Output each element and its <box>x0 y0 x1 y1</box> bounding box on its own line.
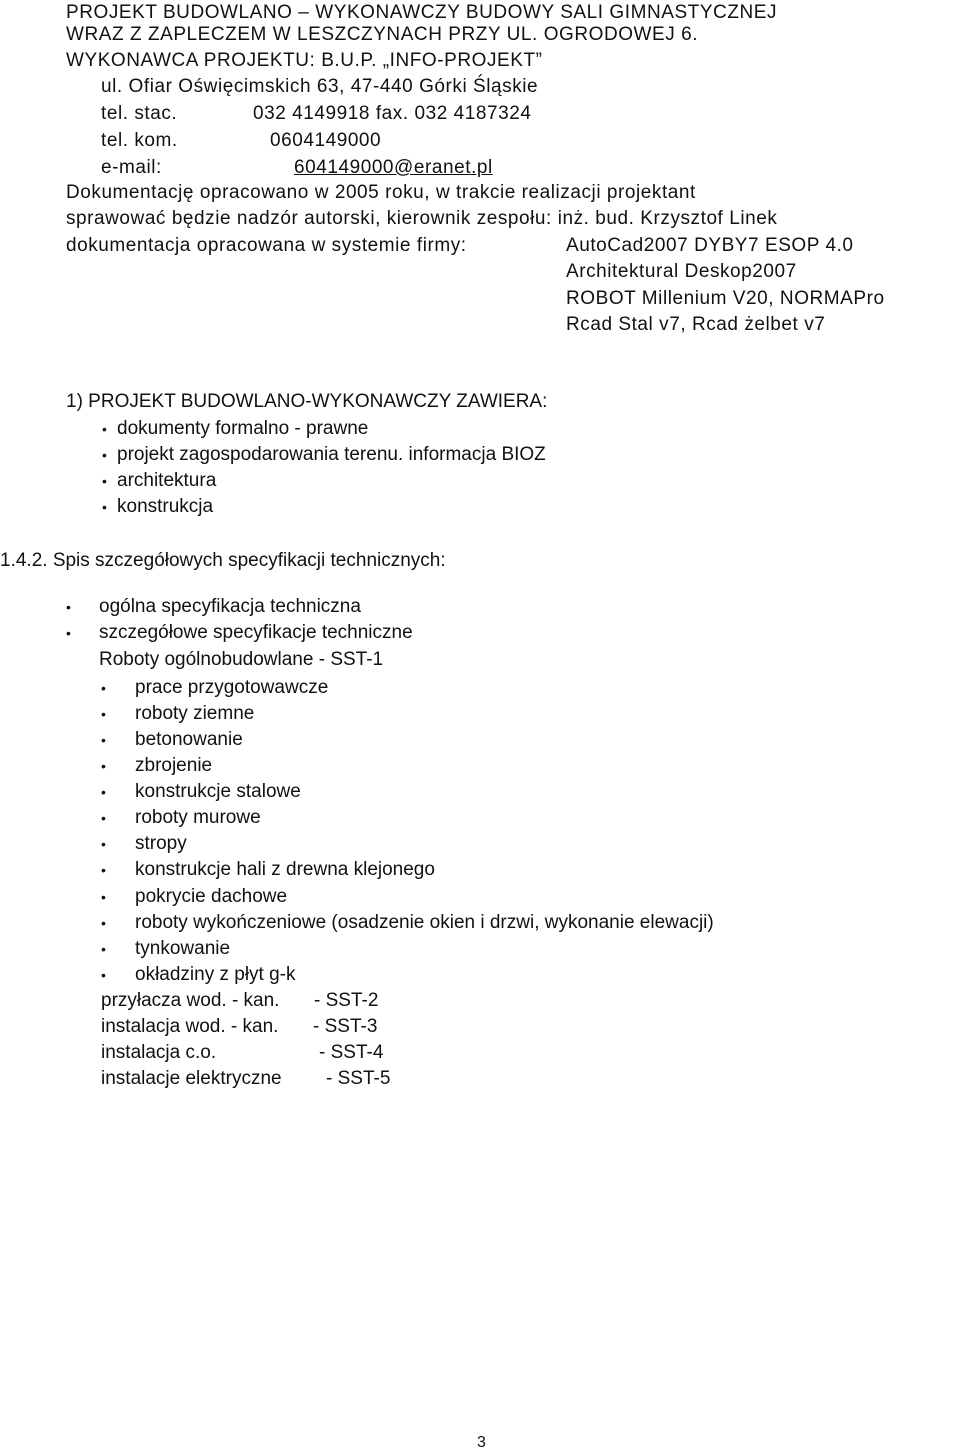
section-1-title: 1) PROJEKT BUDOWLANO-WYKONAWCZY ZAWIERA: <box>66 391 548 412</box>
sst-entry-label: przyłacza wod. - kan. <box>101 990 280 1011</box>
bullet-icon: • <box>101 967 106 983</box>
sst-entry-code: - SST-4 <box>319 1042 384 1063</box>
list-item: architektura <box>117 470 217 491</box>
bullet-icon: • <box>102 421 107 437</box>
sublist-item: roboty ziemne <box>135 703 255 724</box>
list-item: ogólna specyfikacja techniczna <box>99 596 361 617</box>
bullet-icon: • <box>101 732 106 748</box>
bullet-icon: • <box>101 758 106 774</box>
bullet-icon: • <box>101 862 106 878</box>
bullet-icon: • <box>101 810 106 826</box>
bullet-icon: • <box>66 599 71 615</box>
bullet-icon: • <box>102 447 107 463</box>
sublist-item: konstrukcje hali z drewna klejonego <box>135 859 435 880</box>
contractor-email-label: e-mail: <box>101 157 162 178</box>
bullet-icon: • <box>101 706 106 722</box>
bullet-icon: • <box>102 499 107 515</box>
list-item: konstrukcja <box>117 496 214 517</box>
contractor-phone-label: tel. stac. <box>101 103 178 124</box>
bullet-icon: • <box>101 941 106 957</box>
documentation-system-label: dokumentacja opracowana w systemie firmy: <box>66 235 467 256</box>
sublist-item: konstrukcje stalowe <box>135 781 301 802</box>
contractor-mobile: 0604149000 <box>270 130 382 151</box>
header-line-1: PROJEKT BUDOWLANO – WYKONAWCZY BUDOWY SALI GIMNASTYCZNEJ <box>66 2 778 23</box>
bullet-icon: • <box>101 889 106 905</box>
sublist-item: prace przygotowawcze <box>135 677 329 698</box>
header-line-3: WYKONAWCA PROJEKTU: B.U.P. „INFO-PROJEKT” <box>66 50 543 71</box>
sst-entry-code: - SST-3 <box>313 1016 378 1037</box>
sublist-item: betonowanie <box>135 729 243 750</box>
software-item: AutoCad2007 DYBY7 ESOP 4.0 <box>566 235 854 256</box>
section-2-title: 1.4.2. Spis szczegółowych specyfikacji technicznych: <box>0 550 446 571</box>
list-item: dokumenty formalno - prawne <box>117 418 369 439</box>
bullet-icon: • <box>66 625 71 641</box>
bullet-icon: • <box>101 680 106 696</box>
sublist-item: zbrojenie <box>135 755 213 776</box>
bullet-icon: • <box>101 836 106 852</box>
bullet-icon: • <box>102 473 107 489</box>
sst-entry-label: instalacja c.o. <box>101 1042 217 1063</box>
bullet-icon: • <box>101 915 106 931</box>
sublist-item: tynkowanie <box>135 938 231 959</box>
sublist-item: okładziny z płyt g-k <box>135 964 296 985</box>
contractor-phone: 032 4149918 fax. 032 4187324 <box>253 103 532 124</box>
sst-entry-code: - SST-5 <box>326 1068 391 1089</box>
page-number: 3 <box>477 1434 486 1451</box>
software-item: ROBOT Millenium V20, NORMAPro <box>566 288 885 309</box>
documentation-line-1: Dokumentację opracowano w 2005 roku, w trakcie realizacji projektant <box>66 182 696 203</box>
software-item: Architektural Deskop2007 <box>566 261 797 282</box>
header-line-2: WRAZ Z ZAPLECZEM W LESZCZYNACH PRZY UL. OGRODOWEJ 6. <box>66 24 699 45</box>
documentation-line-2: sprawować będzie nadzór autorski, kierownik zespołu: inż. bud. Krzysztof Linek <box>66 208 778 229</box>
sublist-item: roboty wykończeniowe (osadzenie okien i drzwi, wykonanie elewacji) <box>135 912 714 933</box>
list-item: projekt zagospodarowania terenu. informacja BIOZ <box>117 444 546 465</box>
sublist-item: pokrycie dachowe <box>135 886 288 907</box>
contractor-mobile-label: tel. kom. <box>101 130 178 151</box>
sublist-item: roboty murowe <box>135 807 261 828</box>
sublist-item: stropy <box>135 833 187 854</box>
software-item: Rcad Stal v7, Rcad żelbet v7 <box>566 314 826 335</box>
contractor-address: ul. Ofiar Oświęcimskich 63, 47-440 Górki Śląskie <box>101 76 539 97</box>
bullet-icon: • <box>101 784 106 800</box>
contractor-email-link[interactable]: 604149000@eranet.pl <box>294 157 493 178</box>
sst-entry-label: instalacje elektryczne <box>101 1068 282 1089</box>
subheading-sst-1: Roboty ogólnobudowlane - SST-1 <box>99 649 384 670</box>
sst-entry-label: instalacja wod. - kan. <box>101 1016 279 1037</box>
list-item: szczegółowe specyfikacje techniczne <box>99 622 413 643</box>
sst-entry-code: - SST-2 <box>314 990 379 1011</box>
